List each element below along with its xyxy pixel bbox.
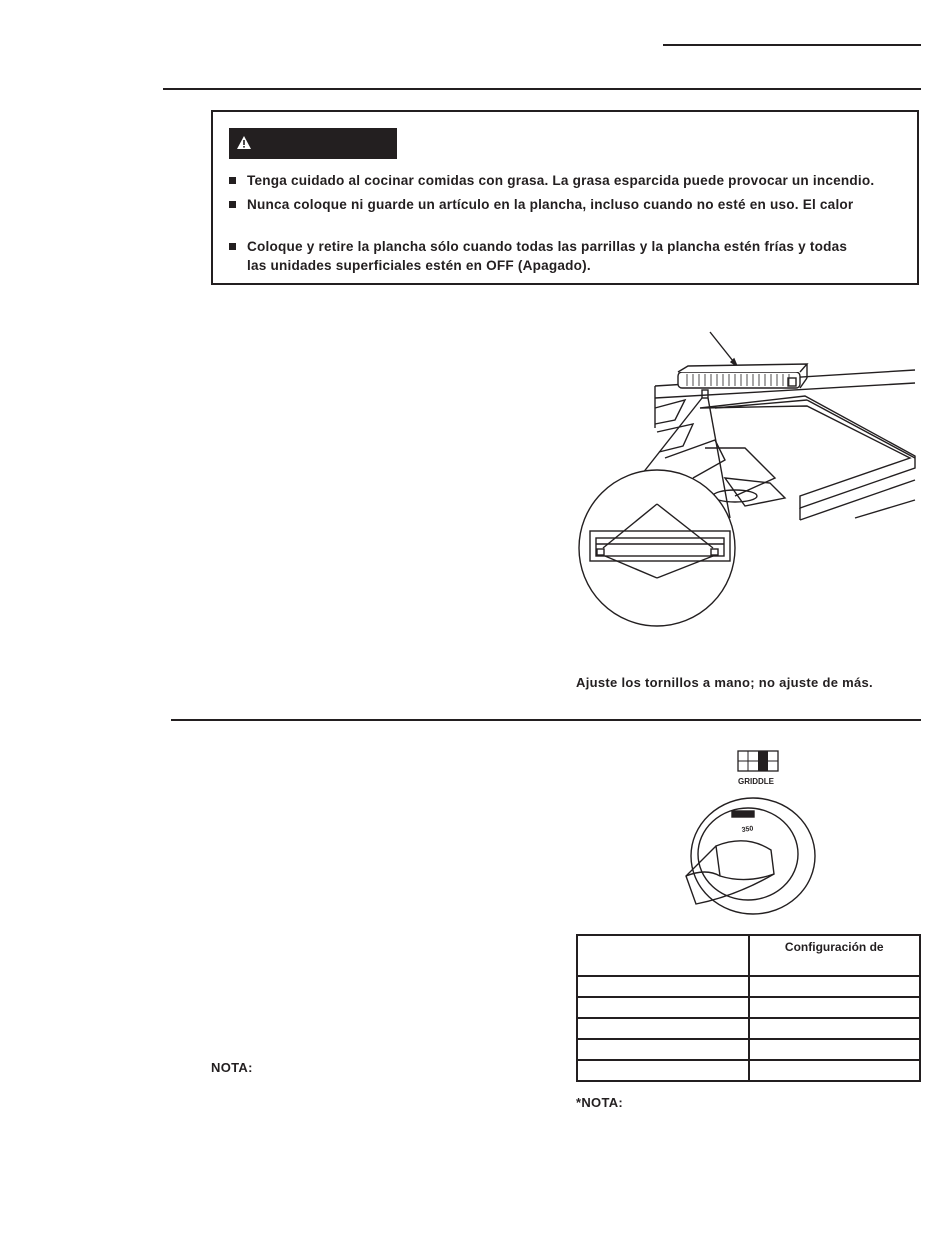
table-header-right: Configuración de: [749, 935, 921, 976]
header-rule-short: [663, 44, 921, 46]
table-cell: [577, 1039, 749, 1060]
warning-bullet-text: Tenga cuidado al cocinar comidas con grasa. La grasa esparcida puede provocar un incendio.: [247, 173, 875, 188]
bullet-square-icon: [229, 177, 236, 184]
table-cell: [577, 1060, 749, 1081]
griddle-settings-table: [576, 934, 921, 1082]
table-row: [577, 1018, 920, 1039]
table-note-label: *NOTA:: [576, 1095, 624, 1110]
warning-label: [229, 128, 397, 159]
table-cell: [749, 1018, 921, 1039]
table-row: [577, 1039, 920, 1060]
table-cell: [577, 976, 749, 997]
knob-dial-value: 350: [741, 825, 754, 834]
table-cell: [749, 976, 921, 997]
table-header-left: [577, 935, 749, 976]
warning-box: [211, 110, 919, 285]
table-row: [577, 997, 920, 1018]
table-cell: [577, 997, 749, 1018]
figure1-caption: Ajuste los tornillos a mano; no ajuste de más.: [576, 675, 873, 690]
table-row: [577, 976, 920, 997]
knob-label: GRIDDLE: [738, 777, 774, 786]
table-cell: [749, 997, 921, 1018]
griddle-symbol-icon: [738, 751, 778, 771]
warning-bullet-text: Nunca coloque ni guarde un artículo en la plancha, incluso cuando no esté en uso. El calor: [247, 197, 854, 212]
table-cell: [749, 1039, 921, 1060]
table-cell: [577, 1018, 749, 1039]
table-header-row: [577, 935, 920, 976]
warning-bullet-text: las unidades superficiales estén en OFF (Apagado).: [247, 258, 591, 273]
griddle-knob-illustration: [676, 746, 826, 916]
table-row: [577, 1060, 920, 1081]
warning-bullet-text: Coloque y retire la plancha sólo cuando todas las parrillas y la plancha estén frías y todas: [247, 239, 848, 254]
header-rule-long: [163, 88, 921, 90]
left-note-label: NOTA:: [211, 1060, 253, 1075]
griddle-illustration: [575, 328, 920, 628]
section-rule: [171, 719, 921, 721]
warning-triangle-icon: [237, 136, 251, 150]
bullet-square-icon: [229, 243, 236, 250]
bullet-square-icon: [229, 201, 236, 208]
table-cell: [749, 1060, 921, 1081]
